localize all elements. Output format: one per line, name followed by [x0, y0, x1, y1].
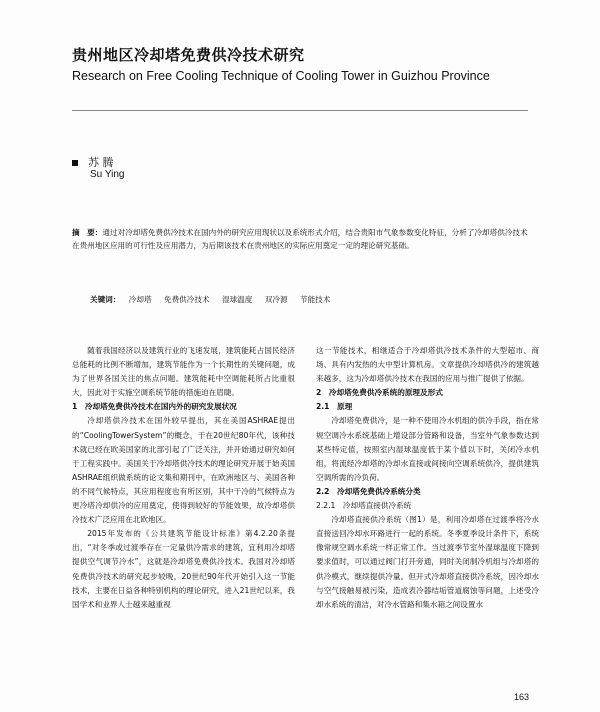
abstract-text: 通过对冷却塔免费供冷技术在国内外的研究应用现状以及系统形式介绍，结合贵阳市气象参数变化特征，分析了冷却塔供冷技术在贵州地区应用的可行性及应用潜力，为后期该技术在贵州地区的实际应用奠定一定的理论研究基础。: [72, 228, 528, 250]
paragraph: 2015年发布的《公共建筑节能设计标准》第4.2.20条提出，“对冬季或过渡季存在一定量供冷需求的建筑，宜利用冷却塔提供空气调节冷水”，这就是冷却塔免费供冷技术。我国对冷却塔免费供冷技术的研究起步较晚，20世纪90年代开始引入这一节能技术，主要在日益各种特别机构的理论研究，进入21世纪以来，我国学术和业界人士越来越重视: [72, 529, 295, 609]
title-english: Research on Free Cooling Technique of Cooling Tower in Guizhou Province: [72, 69, 490, 83]
subsubsection-heading: 2.2.1 冷却塔直接供冷系统: [316, 501, 412, 511]
paragraph-continued: 这一节能技术，相继适合于冷却塔供冷技术条件的大型超市、商场、具有内发热的大中型计算机房。文章提供冷却塔供冷的建筑越来越多，这为冷却塔供冷技术在我国的应用与推广提供了依据。: [316, 346, 539, 384]
abstract-label: 摘 要：: [72, 228, 103, 237]
subsection-heading: 2.1 原理: [316, 402, 353, 412]
section-heading: 1 冷却塔免费供冷技术在国内外的研究发展状况: [72, 402, 237, 412]
keyword: 双冷源: [264, 295, 288, 304]
keyword: 节能技术: [299, 295, 331, 304]
abstract: [72, 226, 532, 252]
keyword: 湿球温度: [221, 295, 253, 304]
author-english: Su Ying: [90, 169, 125, 180]
keywords: [90, 294, 340, 305]
body-column-left: [72, 344, 295, 612]
keyword: 免费供冷技术: [164, 295, 210, 304]
paragraph: 冷却塔直接供冷系统（图1）是，利用冷却塔在过渡季将冷水直接送回冷却水环路进行一起的系统。冬季夏季设计条件下，系统像常规空调水系统一样正常工作。当过渡季节室外湿球温度下降到要求值时，可以通过阀门打开旁通，同时关闭制冷机组与冷却塔的供冷模式，继续提供冷量。但开式冷却塔直接供冷系统，因冷却水与空气接触易被污染，造成表冷器结垢管道腐蚀等问题，上述受冷却水系统的清洁，对冷水管路和集水箱之间设置水: [316, 515, 539, 609]
section-heading: 2 冷却塔免费供冷系统的原理及形式: [316, 388, 443, 398]
paragraph: 随着我国经济以及建筑行业的飞速发展，建筑能耗占国民经济总能耗的比例不断增加，建筑节能作为一个长期性的关键问题，成为了世界各国关注的焦点问题。建筑能耗中空调能耗所占比重很大，因此对于实施空调系统节能的措施迫在眉睫。: [72, 346, 295, 398]
paragraph: 冷却塔免费供冷，是一种不使用冷水机组的供冷手段，指在常规空调冷水系统基础上增设部分管路和设备，当室外气象参数达到某些特定值，按照室内湿球温度低于某个值以下时，关闭冷水机组，将流经冷却塔的冷却水直接或间接向空调系统供冷，提供建筑空调所需的冷负荷。: [316, 416, 539, 482]
title-chinese: 贵州地区冷却塔免费供冷技术研究: [72, 46, 305, 64]
title-divider: [72, 110, 528, 111]
keywords-label: 关键词：: [90, 295, 121, 304]
keyword: 冷却塔: [128, 295, 152, 304]
author-chinese: [72, 154, 114, 170]
paragraph: 冷却塔供冷技术在国外较早提出，其在美国ASHRAE提出的“CoolingTowerSystem”的概念，于在20世纪80年代，该种技术就已经在欧美国家的北部引起了广泛关注，并开始通过研究如何于工程实践中。美国关于冷却塔供冷技术的理论研究开展于始美国ASHRAE组织做系统的论文集和期刊中，在欧洲地区与、美国各种的不同气候特点，其应用程度也有所区别，其中干冷的气候特点为更冷塔冷却供冷的应用奠定，使得到较好的节能效果，故冷却塔供冷技术广泛应用在北欧地区。: [72, 416, 295, 525]
body-column-right: [316, 344, 539, 612]
subsection-heading: 2.2 冷却塔免费供冷系统分类: [316, 486, 421, 496]
author-chinese-name: 苏 腾: [88, 156, 114, 169]
page-number: 163: [514, 692, 530, 702]
square-bullet-icon: [72, 160, 78, 166]
